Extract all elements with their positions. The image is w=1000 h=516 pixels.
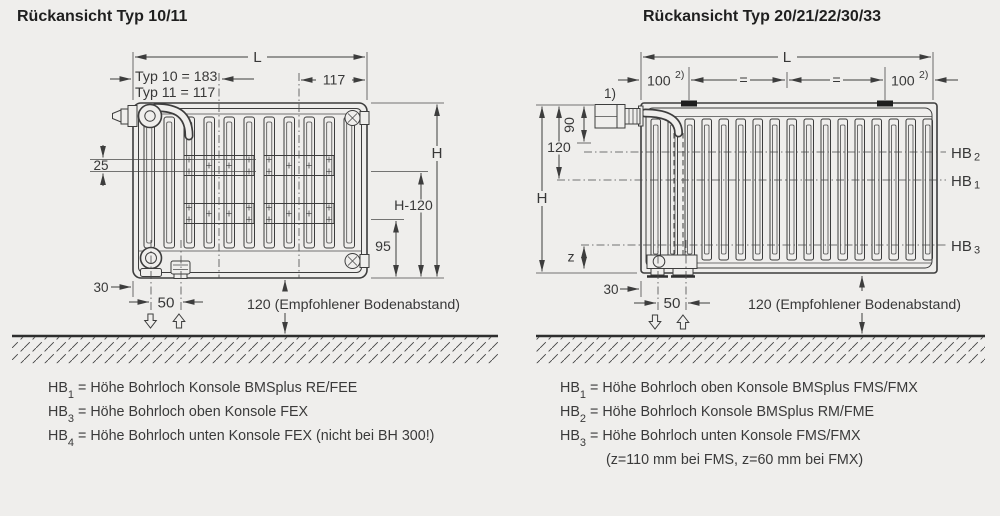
- dim-label-typ10: Typ 10 = 183: [135, 69, 218, 85]
- dim-label-50: 50: [157, 294, 175, 312]
- dim-50-right: [634, 295, 710, 312]
- plug-screw-icons: [345, 111, 369, 269]
- hb2-label-sub: 2: [974, 151, 981, 164]
- ground-left: [12, 336, 498, 363]
- dim-floor-right: [748, 276, 961, 334]
- footnote-1-label: 1): [604, 86, 617, 101]
- footnote-2-sup: 2): [675, 69, 685, 81]
- dim-chain-100: [618, 67, 958, 100]
- dim-30-right: [603, 281, 641, 297]
- dim-floor-left: [247, 280, 460, 334]
- legend-z-note: (z=110 mm bei FMS, z=60 mm bei FMX): [606, 451, 864, 468]
- legend-item: [48, 379, 434, 403]
- dim-117: [301, 73, 365, 89]
- valve-connection-icon: [113, 105, 190, 137]
- dim-label-L: L: [253, 49, 262, 66]
- flow-up-icon: [677, 315, 689, 329]
- hb-term: $HB_2$: [560, 403, 586, 425]
- dim-label-95: 95: [375, 239, 391, 255]
- dim-label-90: 90: [561, 117, 578, 133]
- dim-label-floor: 120 (Empfohlener Bodenabstand): [247, 297, 460, 313]
- dim-typ-offset: [110, 69, 254, 101]
- legend-item: [560, 427, 918, 451]
- flow-down-icon: [649, 315, 661, 329]
- footnote-2-sup: 2): [919, 69, 929, 81]
- flow-up-icon: [173, 314, 185, 328]
- legend-text: = Höhe Bohrloch Konsole BMSplus RE/FEE: [78, 380, 358, 396]
- hb1-label: HB: [951, 173, 972, 190]
- dim-label-100-right: 100: [891, 73, 915, 90]
- hb1-label-sub: 1: [974, 179, 981, 192]
- dim-label-H: H: [536, 190, 548, 207]
- legend-item: [560, 379, 918, 403]
- hb-term: $HB_1$: [560, 380, 586, 401]
- legend-text: = Höhe Bohrloch Konsole BMSplus RM/FME: [590, 403, 875, 420]
- dim-label-floor: 120 (Empfohlener Bodenabstand): [748, 297, 961, 313]
- legend-text: = Höhe Bohrloch oben Konsole BMSplus FMS/FMX: [590, 380, 918, 396]
- thermostat-head-icon: [595, 105, 643, 129]
- right-diagram: [534, 49, 985, 363]
- bracket-tab-icon: [877, 101, 893, 107]
- legend-text: = Höhe Bohrloch unten Konsole FEX (nicht bei BH 300!): [78, 427, 435, 444]
- dim-label-L: L: [782, 49, 792, 66]
- dim-90: [562, 107, 591, 144]
- legend-item: [48, 403, 434, 427]
- dim-label-H: H: [431, 145, 443, 162]
- hb-term: $HB_3$: [48, 403, 74, 425]
- dim-label-equal-1: =: [739, 72, 748, 89]
- ground-right: [536, 336, 985, 363]
- right-diagram-title: Rückansicht Typ 20/21/22/30/33: [643, 8, 882, 25]
- dim-label-25: 25: [93, 158, 109, 173]
- dim-label-30: 30: [603, 282, 619, 297]
- dim-H-right: [534, 105, 637, 273]
- legend-item: [560, 403, 918, 427]
- legend-text: = Höhe Bohrloch oben Konsole FEX: [78, 403, 309, 420]
- drain-valve-icon: [141, 248, 191, 279]
- hb-term: $HB_1$: [48, 380, 74, 401]
- dim-label-z: z: [567, 249, 575, 266]
- hb-term: $HB_3$: [560, 427, 586, 449]
- dim-z: [567, 247, 584, 269]
- legend-right: [560, 379, 918, 470]
- legend-left: [48, 379, 434, 451]
- hb3-label: HB: [951, 238, 972, 255]
- left-diagram-title: Rückansicht Typ 10/11: [17, 8, 188, 25]
- dim-label-120: 120: [547, 140, 571, 156]
- hb3-label-sub: 3: [974, 244, 981, 257]
- dim-H120: [371, 172, 435, 277]
- legend-item: [48, 427, 434, 451]
- dim-label-100-left: 100: [647, 73, 671, 90]
- right-radiator-body: [641, 101, 937, 277]
- hb-reference-lines: [557, 145, 980, 257]
- dim-50-left: [129, 295, 203, 312]
- flow-down-icon: [145, 314, 157, 328]
- dim-label-typ11: Typ 11 = 117: [135, 85, 216, 101]
- legend-text: = Höhe Bohrloch unten Konsole FMS/FMX: [590, 427, 861, 444]
- bracket-tab-icon: [681, 101, 697, 107]
- dim-label-30: 30: [93, 280, 109, 295]
- dim-95: [371, 220, 404, 277]
- dim-label-H120: H-120: [394, 198, 433, 214]
- dim-label-117: 117: [322, 72, 346, 89]
- hb2-label: HB: [951, 145, 972, 162]
- dim-label-50: 50: [663, 295, 681, 312]
- dim-30-left: [93, 280, 133, 297]
- left-diagram: [12, 49, 498, 363]
- hb-term: $HB_4$: [48, 427, 74, 449]
- dim-label-equal-2: =: [832, 72, 841, 89]
